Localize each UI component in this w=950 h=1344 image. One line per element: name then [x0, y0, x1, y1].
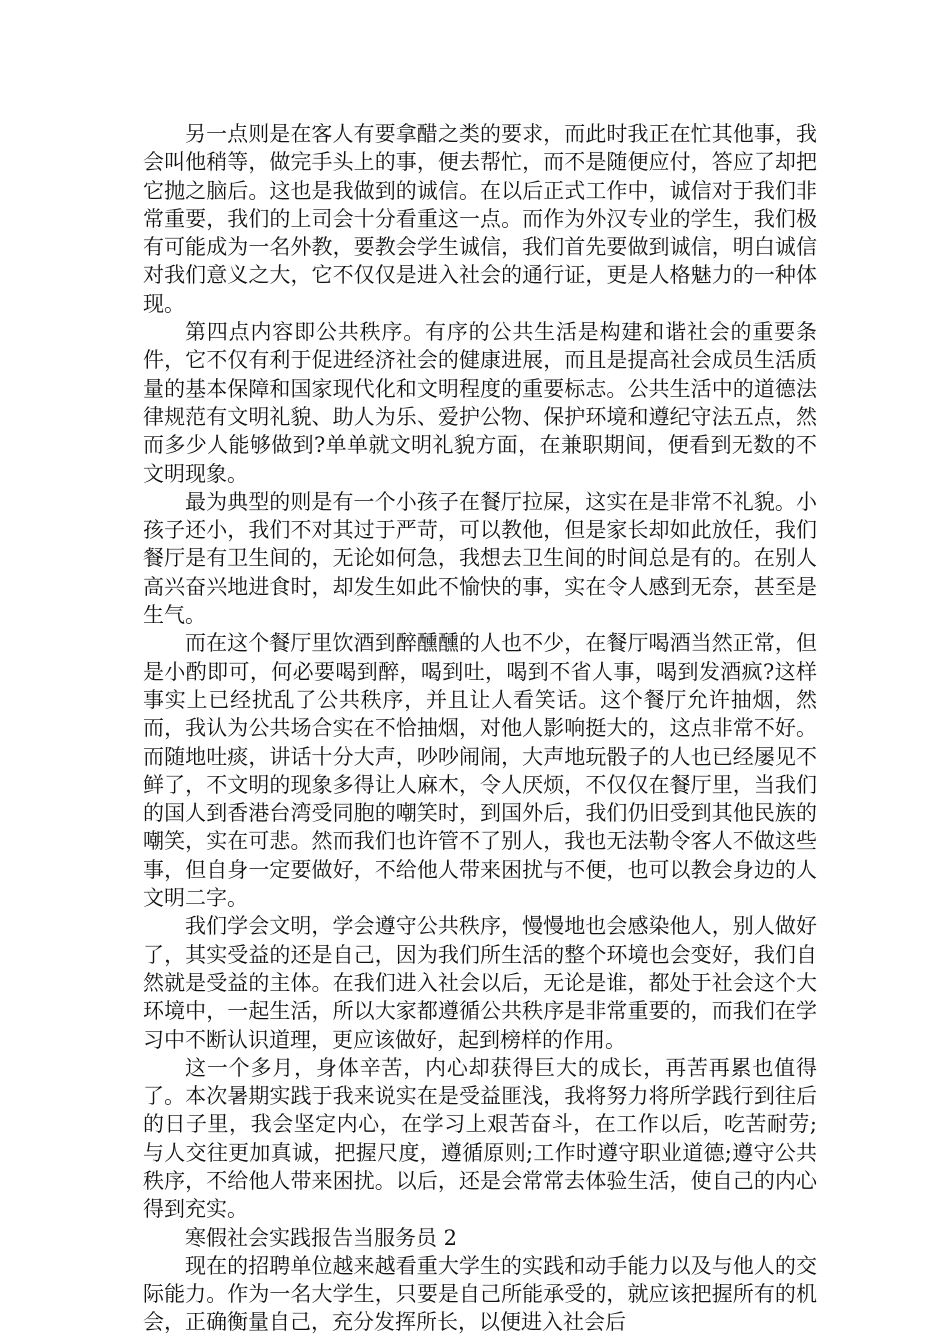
document-page	[143, 120, 817, 1337]
paragraph-honesty: 另一点则是在客人有要拿醋之类的要求，而此时我正在忙其他事，我会叫他稍等，做完手头上的事，便去帮忙，而不是随便应付，答应了却把它抛之脑后。这也是我做到的诚信。在以后正式工作中，诚信对于我们非常重要，我们的上司会十分看重这一点。而作为外汉专业的学生，我们极有可能成为一名外教，要教会学生诚信，我们首先要做到诚信，明白诚信对我们意义之大，它不仅仅是进入社会的通行证，更是人格魅力的一种体现。	[143, 122, 817, 316]
paragraph-public-order: 第四点内容即公共秩序。有序的公共生活是构建和谐社会的重要条件，它不仅有利于促进经济社会的健康进展，而且是提高社会成员生活质量的基本保障和国家现代化和文明程度的重要标志。公共生活中的道德法律规范有文明礼貌、助人为乐、爱护公物、保护环境和遵纪守法五点，然而多少人能够做到?单单就文明礼貌方面，在兼职期间，便看到无数的不文明现象。	[143, 320, 817, 486]
paragraph-child-example: 最为典型的则是有一个小孩子在餐厅拉屎，这实在是非常不礼貌。小孩子还小，我们不对其过于严苛，可以教他，但是家长却如此放任，我们餐厅是有卫生间的，无论如何急，我想去卫生间的时间总是有的。在别人高兴奋兴地进食时，却发生如此不愉快的事，实在令人感到无奈，甚至是生气。	[143, 489, 817, 628]
section-title: 寒假社会实践报告当服务员 2	[185, 1225, 458, 1250]
paragraph-learn-civility: 我们学会文明，学会遵守公共秩序，慢慢地也会感染他人，别人做好了，其实受益的还是自己，因为我们所生活的整个环境也会变好，我们自然就是受益的主体。在我们进入社会以后，无论是谁，都处于社会这个大环境中，一起生活，所以大家都遵循公共秩序是非常重要的，而我们在学习中不断认识道理，更应该做好，起到榜样的作用。	[143, 914, 817, 1052]
paragraph-drinking-example: 而在这个餐厅里饮酒到醉醺醺的人也不少，在餐厅喝酒当然正常，但是小酌即可，何必要喝到醉，喝到吐，喝到不省人事，喝到发酒疯?这样事实上已经扰乱了公共秩序，并且让人看笑话。这个餐厅允许抽烟，然而，我认为公共场合实在不恰抽烟，对他人影响挺大的，这点非常不好。而随地吐痰，讲话十分大声，吵吵闹闹，大声地玩骰子的人也已经屡见不鲜了，不文明的现象多得让人麻木，令人厌烦，不仅仅在餐厅里，当我们的国人到香港台湾受同胞的嘲笑时，到国外后，我们仍旧受到其他民族的嘲笑，实在可悲。然而我们也许管不了别人，我也无法勒令客人不做这些事，但自身一定要做好，不给他人带来困扰与不便，也可以教会身边的人文明二字。	[143, 631, 817, 911]
paragraph-recruitment: 现在的招聘单位越来越看重大学生的实践和动手能力以及与他人的交际能力。作为一名大学生，只要是自己所能承受的，就应该把握所有的机会，正确衡量自己，充分发挥所长，以便进入社会后	[143, 1253, 817, 1335]
paragraph-summary: 这一个多月，身体辛苦，内心却获得巨大的成长，再苦再累也值得了。本次暑期实践于我来说实在是受益匪浅，我将努力将所学践行到往后的日子里，我会坚定内心，在学习上艰苦奋斗，在工作以后，吃苦耐劳;与人交往更加真诚，把握尺度，遵循原则;工作时遵守职业道德;遵守公共秩序，不给他人带来困扰。以后，还是会常常去体验生活，使自己的内心得到充实。	[143, 1055, 817, 1222]
